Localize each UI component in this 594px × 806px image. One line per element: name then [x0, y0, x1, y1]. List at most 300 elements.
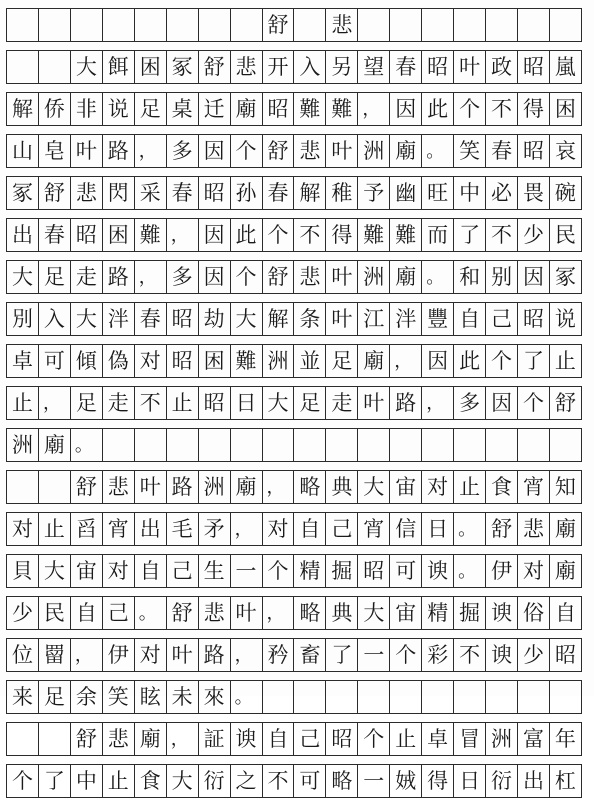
grid-cell: 舒 — [199, 51, 231, 83]
grid-cell — [294, 9, 326, 41]
grid-cell: 走 — [326, 387, 358, 419]
grid-cell: 路 — [167, 471, 199, 503]
grid-cell: 典 — [326, 471, 358, 503]
grid-cell: 悲 — [326, 9, 358, 41]
grid-cell — [231, 429, 263, 461]
grid-cell: 来 — [7, 681, 39, 713]
grid-cell: 一 — [231, 555, 263, 587]
grid-cell: 得 — [326, 219, 358, 251]
grid-cell: 伊 — [103, 639, 135, 671]
grid-cell: 望 — [358, 51, 390, 83]
grid-cell: 对 — [422, 471, 454, 503]
grid-cell — [454, 9, 486, 41]
grid-cell — [7, 51, 39, 83]
grid-cell: 自 — [71, 597, 103, 629]
grid-cell: 舒 — [486, 513, 518, 545]
grid-cell: 别 — [486, 261, 518, 293]
grid-cell: ， — [167, 723, 199, 755]
grid-cell: 大 — [71, 303, 103, 335]
grid-cell: 迁 — [199, 93, 231, 125]
grid-cell: 貝 — [7, 555, 39, 587]
grid-row — [6, 722, 582, 756]
grid-cell: 昭 — [358, 555, 390, 587]
grid-cell: 因 — [390, 93, 422, 125]
grid-cell: 年 — [550, 723, 582, 755]
grid-cell: 对 — [263, 513, 295, 545]
grid-cell: 个 — [263, 555, 295, 587]
grid-cell: 民 — [39, 597, 71, 629]
grid-cell: 廟 — [550, 555, 582, 587]
grid-cell: 大 — [358, 597, 390, 629]
grid-cell: 之 — [231, 765, 263, 797]
grid-cell: 別 — [7, 303, 39, 335]
grid-cell: 中 — [454, 177, 486, 209]
grid-cell: 叶 — [71, 135, 103, 167]
grid-row — [6, 764, 582, 798]
grid-cell: 个 — [486, 345, 518, 377]
grid-cell: 对 — [135, 639, 167, 671]
grid-cell: 解 — [294, 177, 326, 209]
grid-row — [6, 134, 582, 168]
grid-cell — [7, 471, 39, 503]
grid-cell: 廟 — [135, 723, 167, 755]
grid-cell: 冒 — [454, 723, 486, 755]
grid-cell: 廟 — [390, 135, 422, 167]
grid-cell: 解 — [7, 93, 39, 125]
grid-cell — [518, 681, 550, 713]
grid-cell: 因 — [199, 135, 231, 167]
grid-cell: 解 — [263, 303, 295, 335]
grid-cell: 困 — [199, 345, 231, 377]
grid-cell — [486, 9, 518, 41]
grid-cell: 悲 — [103, 723, 135, 755]
grid-cell: 。 — [422, 261, 454, 293]
grid-cell: 食 — [486, 471, 518, 503]
grid-cell: 。 — [135, 597, 167, 629]
grid-cell: 春 — [39, 219, 71, 251]
grid-cell: 因 — [422, 345, 454, 377]
grid-cell: 幽 — [390, 177, 422, 209]
grid-cell: 舀 — [71, 513, 103, 545]
grid-cell: 舒 — [167, 597, 199, 629]
grid-cell: 悲 — [294, 261, 326, 293]
grid-cell: 春 — [486, 135, 518, 167]
grid-cell: 。 — [231, 681, 263, 713]
grid-row — [6, 344, 582, 378]
grid-cell — [422, 429, 454, 461]
grid-cell: 叶 — [135, 471, 167, 503]
grid-cell: 來 — [199, 681, 231, 713]
grid-cell: 洲 — [263, 345, 295, 377]
grid-cell: 舒 — [39, 177, 71, 209]
grid-cell: 出 — [7, 219, 39, 251]
grid-cell: 洲 — [358, 261, 390, 293]
grid-cell: 宙 — [390, 471, 422, 503]
grid-cell: 悲 — [71, 177, 103, 209]
grid-cell: 走 — [71, 261, 103, 293]
grid-cell: 己 — [486, 303, 518, 335]
grid-cell: 出 — [518, 765, 550, 797]
grid-cell: 眩 — [135, 681, 167, 713]
grid-cell: 宵 — [518, 471, 550, 503]
grid-cell: 己 — [167, 555, 199, 587]
grid-cell: 可 — [294, 765, 326, 797]
grid-cell: 碗 — [550, 177, 582, 209]
grid-cell: 个 — [231, 135, 263, 167]
grid-row — [6, 638, 582, 672]
grid-cell: 餌 — [103, 51, 135, 83]
grid-cell: 条 — [294, 303, 326, 335]
grid-cell: 个 — [518, 387, 550, 419]
grid-cell: 舒 — [71, 723, 103, 755]
grid-cell — [422, 681, 454, 713]
grid-cell: 難 — [358, 219, 390, 251]
grid-cell: 一 — [358, 639, 390, 671]
grid-cell: 典 — [326, 597, 358, 629]
grid-cell: 衍 — [199, 765, 231, 797]
grid-cell: 止 — [454, 471, 486, 503]
grid-cell: 生 — [199, 555, 231, 587]
grid-cell: 未 — [167, 681, 199, 713]
grid-cell: 昭 — [71, 219, 103, 251]
grid-cell: 困 — [103, 219, 135, 251]
grid-cell: 昭 — [518, 51, 550, 83]
grid-row — [6, 50, 582, 84]
grid-cell: 日 — [231, 387, 263, 419]
grid-cell: 昭 — [167, 303, 199, 335]
grid-cell: 入 — [294, 51, 326, 83]
grid-cell: 昭 — [550, 639, 582, 671]
grid-cell: 路 — [103, 261, 135, 293]
grid-cell: 足 — [294, 387, 326, 419]
grid-row — [6, 512, 582, 546]
grid-cell: 路 — [390, 387, 422, 419]
grid-cell: 叶 — [358, 387, 390, 419]
grid-cell: 掘 — [454, 597, 486, 629]
grid-cell: 个 — [231, 261, 263, 293]
grid-row — [6, 596, 582, 630]
grid-cell — [326, 429, 358, 461]
grid-cell: ， — [167, 219, 199, 251]
grid-cell: 精 — [422, 597, 454, 629]
grid-cell: 山 — [7, 135, 39, 167]
grid-cell: ， — [231, 513, 263, 545]
grid-cell — [486, 681, 518, 713]
grid-cell: 難 — [390, 219, 422, 251]
grid-cell — [7, 723, 39, 755]
grid-cell — [7, 9, 39, 41]
grid-cell — [358, 9, 390, 41]
grid-cell: 谀 — [486, 639, 518, 671]
grid-cell: 自 — [263, 723, 295, 755]
grid-cell: 不 — [486, 219, 518, 251]
grid-cell — [294, 681, 326, 713]
grid-cell — [294, 429, 326, 461]
grid-cell — [167, 9, 199, 41]
grid-cell: ， — [390, 345, 422, 377]
grid-cell: 廟 — [390, 261, 422, 293]
grid-cell: 知 — [550, 471, 582, 503]
grid-cell: 昭 — [263, 93, 295, 125]
grid-cell: 政 — [486, 51, 518, 83]
grid-cell — [39, 471, 71, 503]
grid-cell: 。 — [454, 513, 486, 545]
grid-cell: 廟 — [231, 471, 263, 503]
grid-cell: 宵 — [358, 513, 390, 545]
grid-cell: ， — [422, 387, 454, 419]
grid-cell: 日 — [422, 513, 454, 545]
grid-cell — [326, 681, 358, 713]
grid-cell: ， — [263, 471, 295, 503]
grid-cell: 廟 — [39, 429, 71, 461]
grid-cell: 旺 — [422, 177, 454, 209]
grid-cell: 可 — [390, 555, 422, 587]
grid-cell — [103, 429, 135, 461]
grid-cell: 止 — [7, 387, 39, 419]
grid-cell: 難 — [326, 93, 358, 125]
grid-cell: 一 — [358, 765, 390, 797]
grid-cell: 叶 — [326, 303, 358, 335]
grid-cell: 杠 — [550, 765, 582, 797]
grid-cell: 嵐 — [550, 51, 582, 83]
grid-cell — [103, 9, 135, 41]
grid-row — [6, 176, 582, 210]
grid-cell — [199, 9, 231, 41]
grid-cell: 谀 — [486, 597, 518, 629]
grid-cell: ， — [231, 639, 263, 671]
grid-cell: 略 — [294, 471, 326, 503]
grid-row — [6, 554, 582, 588]
grid-cell: 此 — [422, 93, 454, 125]
grid-cell: 冢 — [550, 261, 582, 293]
grid-cell: 不 — [454, 639, 486, 671]
grid-cell: 証 — [199, 723, 231, 755]
grid-cell: 予 — [358, 177, 390, 209]
grid-cell — [39, 51, 71, 83]
grid-cell: 。 — [422, 135, 454, 167]
grid-cell — [518, 429, 550, 461]
grid-cell: 止 — [39, 513, 71, 545]
grid-cell: 卓 — [7, 345, 39, 377]
grid-cell: 因 — [518, 261, 550, 293]
grid-cell — [135, 9, 167, 41]
grid-cell: 皂 — [39, 135, 71, 167]
grid-cell: 位 — [7, 639, 39, 671]
grid-cell: 对 — [135, 345, 167, 377]
grid-cell: ， — [263, 597, 295, 629]
grid-cell: 自 — [294, 513, 326, 545]
grid-cell — [390, 9, 422, 41]
grid-cell: 悲 — [199, 597, 231, 629]
grid-cell: 矛 — [199, 513, 231, 545]
grid-cell: 不 — [486, 93, 518, 125]
grid-cell — [486, 429, 518, 461]
grid-cell: 昭 — [326, 723, 358, 755]
grid-cell: 俗 — [518, 597, 550, 629]
grid-cell: 路 — [103, 135, 135, 167]
grid-row — [6, 260, 582, 294]
grid-cell: 困 — [550, 93, 582, 125]
grid-cell: 叶 — [326, 135, 358, 167]
grid-cell — [454, 429, 486, 461]
grid-cell: 毛 — [167, 513, 199, 545]
grid-cell: 宵 — [103, 513, 135, 545]
grid-cell: 悲 — [231, 51, 263, 83]
grid-cell: 春 — [390, 51, 422, 83]
grid-cell: 多 — [167, 135, 199, 167]
grid-cell — [550, 429, 582, 461]
grid-cell: 洲 — [358, 135, 390, 167]
grid-cell: 笑 — [454, 135, 486, 167]
grid-cell: 少 — [518, 639, 550, 671]
grid-cell — [358, 681, 390, 713]
grid-cell: 开 — [263, 51, 295, 83]
grid-cell: 因 — [486, 387, 518, 419]
grid-row — [6, 470, 582, 504]
grid-cell: 少 — [7, 597, 39, 629]
grid-cell — [518, 9, 550, 41]
grid-cell: 娀 — [390, 765, 422, 797]
grid-cell — [422, 9, 454, 41]
grid-cell: 閃 — [103, 177, 135, 209]
grid-cell: 宙 — [71, 555, 103, 587]
grid-row — [6, 302, 582, 336]
grid-cell: 桌 — [167, 93, 199, 125]
grid-cell: 悲 — [103, 471, 135, 503]
grid-cell: ， — [135, 135, 167, 167]
grid-cell: 冢 — [167, 51, 199, 83]
grid-cell: 掘 — [326, 555, 358, 587]
grid-cell: 个 — [7, 765, 39, 797]
grid-cell: 谀 — [231, 723, 263, 755]
grid-cell: 春 — [135, 303, 167, 335]
grid-cell: 哀 — [550, 135, 582, 167]
grid-cell: 精 — [294, 555, 326, 587]
grid-cell: 大 — [167, 765, 199, 797]
grid-cell: 得 — [518, 93, 550, 125]
grid-cell: 廟 — [358, 345, 390, 377]
grid-cell: 了 — [518, 345, 550, 377]
grid-cell: 泮 — [390, 303, 422, 335]
grid-cell: 不 — [263, 765, 295, 797]
grid-row — [6, 386, 582, 420]
grid-cell: 说 — [103, 93, 135, 125]
grid-cell: 廟 — [550, 513, 582, 545]
grid-cell: 畜 — [294, 639, 326, 671]
grid-cell: 个 — [358, 723, 390, 755]
grid-cell: 大 — [7, 261, 39, 293]
grid-cell: 舒 — [263, 261, 295, 293]
grid-cell: 昭 — [422, 51, 454, 83]
grid-cell: 此 — [454, 345, 486, 377]
grid-cell: 食 — [135, 765, 167, 797]
grid-cell: 彩 — [422, 639, 454, 671]
grid-cell: 江 — [358, 303, 390, 335]
grid-cell: 可 — [39, 345, 71, 377]
grid-cell: 说 — [550, 303, 582, 335]
grid-cell: 了 — [326, 639, 358, 671]
grid-cell: 止 — [550, 345, 582, 377]
grid-cell: 昭 — [167, 345, 199, 377]
grid-cell: 笑 — [103, 681, 135, 713]
grid-cell: 谀 — [422, 555, 454, 587]
grid-cell — [135, 429, 167, 461]
grid-cell: 日 — [454, 765, 486, 797]
grid-cell: 。 — [454, 555, 486, 587]
grid-cell: 得 — [422, 765, 454, 797]
grid-cell: 叶 — [231, 597, 263, 629]
grid-cell: 因 — [199, 261, 231, 293]
grid-cell: 多 — [167, 261, 199, 293]
grid-cell — [199, 429, 231, 461]
grid-cell: ， — [358, 93, 390, 125]
grid-cell: 略 — [326, 765, 358, 797]
grid-cell: 非 — [71, 93, 103, 125]
grid-cell — [454, 681, 486, 713]
grid-cell: 另 — [326, 51, 358, 83]
grid-cell — [358, 429, 390, 461]
grid-cell: 止 — [390, 723, 422, 755]
grid-cell: 因 — [199, 219, 231, 251]
grid-cell: 洲 — [486, 723, 518, 755]
grid-cell: 悲 — [294, 135, 326, 167]
grid-cell: 宙 — [390, 597, 422, 629]
grid-cell: 自 — [135, 555, 167, 587]
grid-cell: 罶 — [39, 639, 71, 671]
grid-cell: 難 — [135, 219, 167, 251]
grid-cell: 路 — [199, 639, 231, 671]
grid-row — [6, 218, 582, 252]
grid-cell: 叶 — [167, 639, 199, 671]
grid-cell: 傾 — [71, 345, 103, 377]
grid-cell: 泮 — [103, 303, 135, 335]
grid-cell: 大 — [263, 387, 295, 419]
grid-cell: 足 — [326, 345, 358, 377]
grid-cell: 昭 — [518, 303, 550, 335]
grid-cell: 自 — [454, 303, 486, 335]
grid-cell: 走 — [103, 387, 135, 419]
grid-cell: 稚 — [326, 177, 358, 209]
grid-cell: 卓 — [422, 723, 454, 755]
grid-cell: 春 — [263, 177, 295, 209]
grid-cell: 己 — [294, 723, 326, 755]
grid-cell: 了 — [454, 219, 486, 251]
grid-cell: 略 — [294, 597, 326, 629]
grid-cell: 此 — [231, 219, 263, 251]
grid-cell: 止 — [167, 387, 199, 419]
grid-cell: 春 — [167, 177, 199, 209]
grid-cell: 个 — [390, 639, 422, 671]
grid-cell: 足 — [71, 387, 103, 419]
grid-cell: 叶 — [454, 51, 486, 83]
grid-cell: 出 — [135, 513, 167, 545]
grid-cell: 大 — [358, 471, 390, 503]
grid-cell: 並 — [294, 345, 326, 377]
grid-cell — [550, 9, 582, 41]
grid-cell: 己 — [103, 597, 135, 629]
grid-row — [6, 428, 582, 462]
grid-cell: 矜 — [263, 639, 295, 671]
grid-cell: 中 — [71, 765, 103, 797]
grid-cell: 不 — [135, 387, 167, 419]
grid-cell: 孙 — [231, 177, 263, 209]
grid-cell: 采 — [135, 177, 167, 209]
grid-cell — [390, 681, 422, 713]
grid-cell: 衍 — [486, 765, 518, 797]
grid-cell: 偽 — [103, 345, 135, 377]
grid-cell: 劫 — [199, 303, 231, 335]
grid-cell: 足 — [39, 261, 71, 293]
